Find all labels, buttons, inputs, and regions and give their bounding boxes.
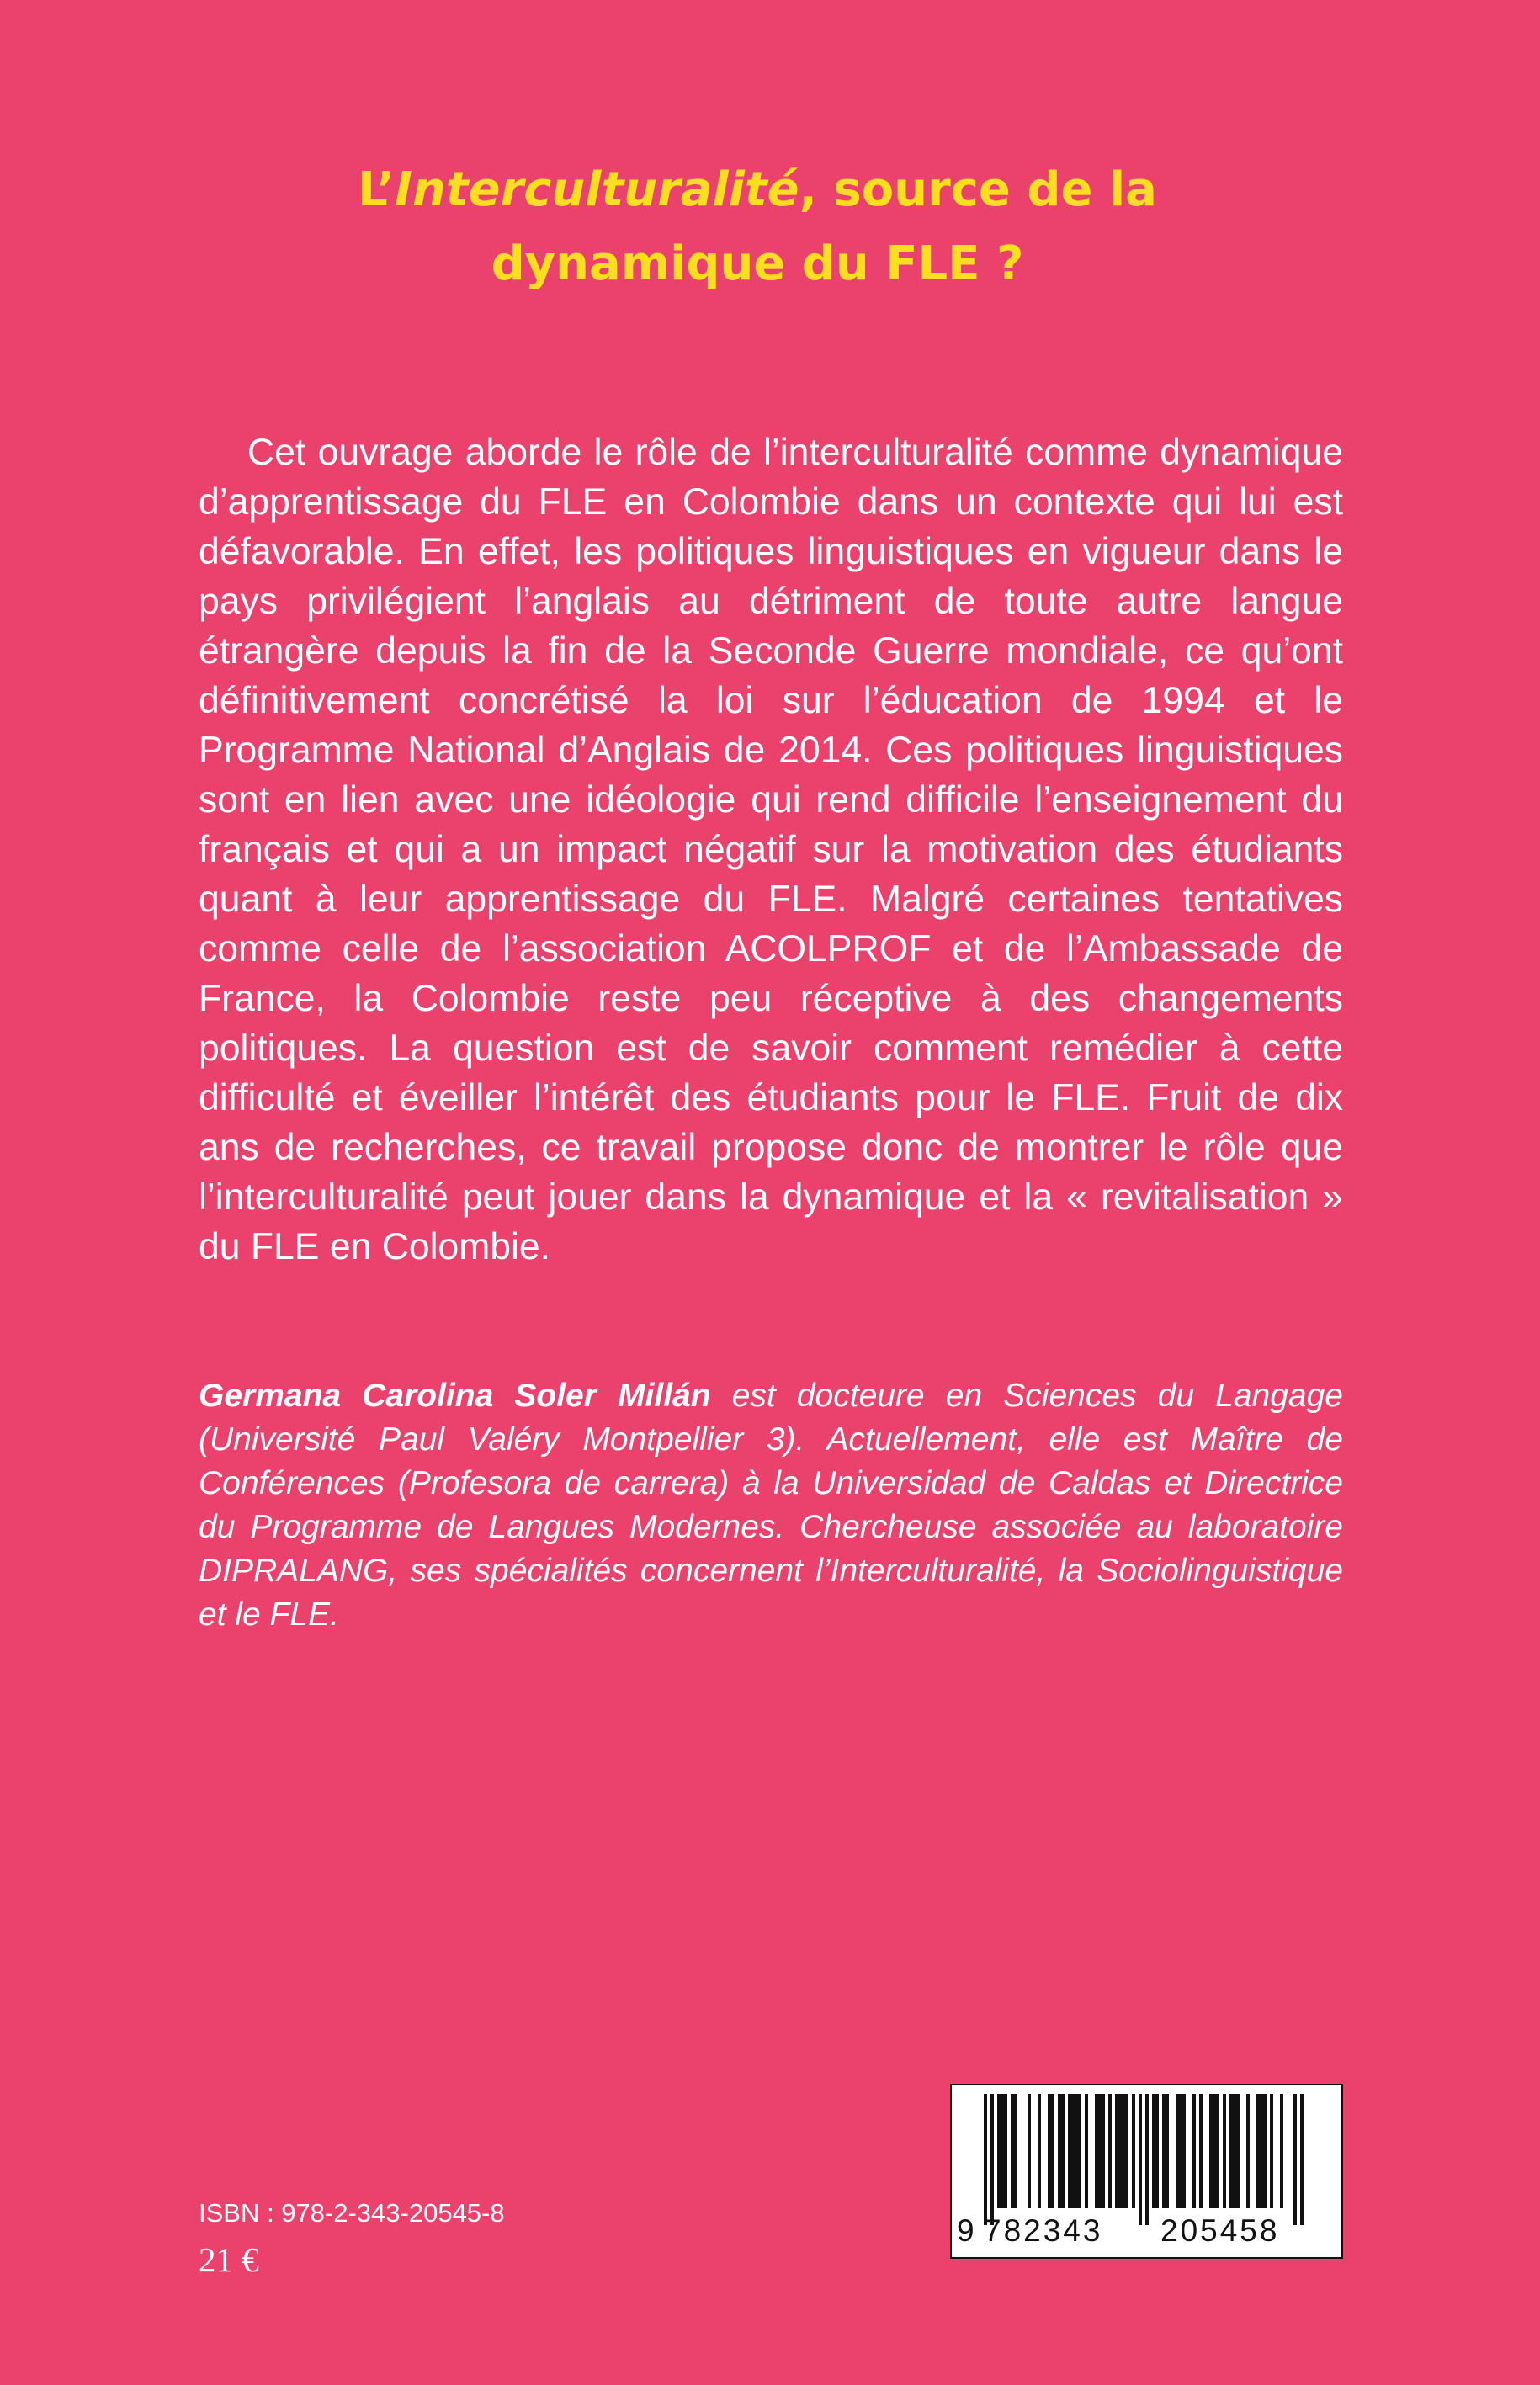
barcode-bar — [1263, 2094, 1267, 2208]
barcode-bar — [1098, 2094, 1102, 2208]
barcode-bar — [1209, 2094, 1213, 2208]
barcode-first-digit: 9 — [957, 2213, 974, 2248]
barcode-bar — [1068, 2094, 1071, 2208]
price-label: 21 € — [199, 2240, 259, 2279]
barcode-bar — [1004, 2094, 1007, 2208]
barcode-bar — [1293, 2094, 1297, 2225]
barcode-bar — [990, 2094, 994, 2225]
isbn-label: ISBN : 978-2-343-20545-8 — [199, 2198, 505, 2228]
barcode-bar — [1192, 2094, 1196, 2208]
barcode-bar — [1162, 2094, 1166, 2208]
barcode-bar — [1102, 2094, 1105, 2208]
barcode-bar — [1179, 2094, 1182, 2208]
barcode-bar — [1051, 2094, 1054, 2208]
title-italic-word: Interculturalité — [395, 162, 799, 217]
barcode-bar — [1145, 2094, 1149, 2225]
barcode-bar — [1048, 2094, 1051, 2208]
barcode-bar — [1108, 2094, 1112, 2208]
barcode-bar — [1118, 2094, 1122, 2208]
barcode-bar — [1229, 2094, 1233, 2208]
barcode-bar — [1300, 2094, 1304, 2225]
barcode-bar — [1011, 2094, 1014, 2208]
author-name: Germana Carolina Soler Millán — [199, 1378, 711, 1414]
book-title-line-1 — [252, 153, 1262, 227]
author-bio-text: est docteure en Sciences du Langage (Université Paul Valéry Montpellier 3). Actuellement, elle est Maître de Conférences (Profesora de carrera) à la Universidad de Caldas et Directrice du Programme de Langues Modernes. Chercheuse associée au laboratoire DIPRALANG, ses spécialités concernent l’Interculturalité, la Sociolinguistique et le FLE. — [199, 1378, 1343, 1633]
barcode-bar — [1014, 2094, 1017, 2208]
author-bio — [199, 1374, 1343, 1637]
barcode-bar — [1115, 2094, 1118, 2208]
barcode-digits — [952, 2210, 1341, 2252]
barcode-bar — [1152, 2094, 1155, 2208]
barcode-bar — [1182, 2094, 1186, 2208]
barcode-bar — [1075, 2094, 1078, 2208]
barcode-bar — [1061, 2094, 1065, 2208]
barcode-left-group: 782343 — [984, 2213, 1103, 2248]
barcode-bar — [1233, 2094, 1236, 2208]
barcode-bar — [1095, 2094, 1098, 2208]
barcode-bar — [1199, 2094, 1203, 2208]
barcode-bar — [1256, 2094, 1260, 2208]
book-title-line-2: dynamique du FLE ? — [491, 236, 1024, 291]
barcode-bar — [1125, 2094, 1128, 2208]
barcode-bar — [1071, 2094, 1075, 2208]
barcode-bar — [1155, 2094, 1159, 2208]
barcode-bar — [1132, 2094, 1135, 2208]
barcode-bar — [1260, 2094, 1263, 2208]
barcode-bar — [984, 2094, 987, 2225]
barcode-bar — [1139, 2094, 1142, 2225]
synopsis-paragraph: Cet ouvrage aborde le rôle de l’interculturalité comme dynamique d’apprentissage du FLE en Colombie dans un contexte qui lui est défavorable. En effet, les politiques linguistiques en vigueur dans le pays privilégient l’anglais au détriment de toute autre langue étrangère depuis la fin de la Seconde Guerre mondiale, ce qu’ont définitivement concrétisé la loi sur l’éducation de 1994 et le Programme National d’Anglais de 2014. Ces politiques linguistiques sont en lien avec une idéologie qui rend difficile l’enseignement du français et qui a un impact négatif sur la motivation des étudiants quant à leur apprentissage du FLE. Malgré certaines tentatives comme celle de l’association ACOLPROF et de l’Ambassade de France, la Colombie reste peu réceptive à des changements politiques. La question est de savoir comment remédier à cette difficulté et éveiller l’intérêt des étudiants pour le FLE. Fruit de dix ans de recherches, ce travail propose donc de montrer le rôle que l’interculturalité peut jouer dans la dynamique et la « revitalisation » du FLE en Colombie. — [199, 432, 1343, 1267]
barcode-bar — [997, 2094, 1001, 2208]
barcode-bar — [1058, 2094, 1061, 2208]
barcode-bar — [1078, 2094, 1081, 2208]
barcode-bar — [1176, 2094, 1179, 2208]
barcode-bar — [1236, 2094, 1240, 2208]
barcode-bar — [1213, 2094, 1216, 2208]
book-title — [252, 153, 1262, 301]
barcode-bar — [1223, 2094, 1226, 2208]
title-rest: , source de la — [799, 162, 1157, 217]
barcode-bar — [1085, 2094, 1088, 2208]
barcode-bar — [1246, 2094, 1250, 2208]
barcode-bar — [1038, 2094, 1041, 2208]
barcode-bar — [1166, 2094, 1169, 2208]
barcode-bar — [1280, 2094, 1283, 2208]
barcode-bar — [1001, 2094, 1004, 2208]
barcode-right-group: 205458 — [1160, 2213, 1280, 2248]
barcode — [950, 2084, 1343, 2259]
barcode-bar — [1122, 2094, 1125, 2208]
title-prefix: L’ — [358, 162, 396, 217]
barcode-bar — [1028, 2094, 1031, 2208]
barcode-bar — [1270, 2094, 1273, 2208]
barcode-bar — [1216, 2094, 1219, 2208]
